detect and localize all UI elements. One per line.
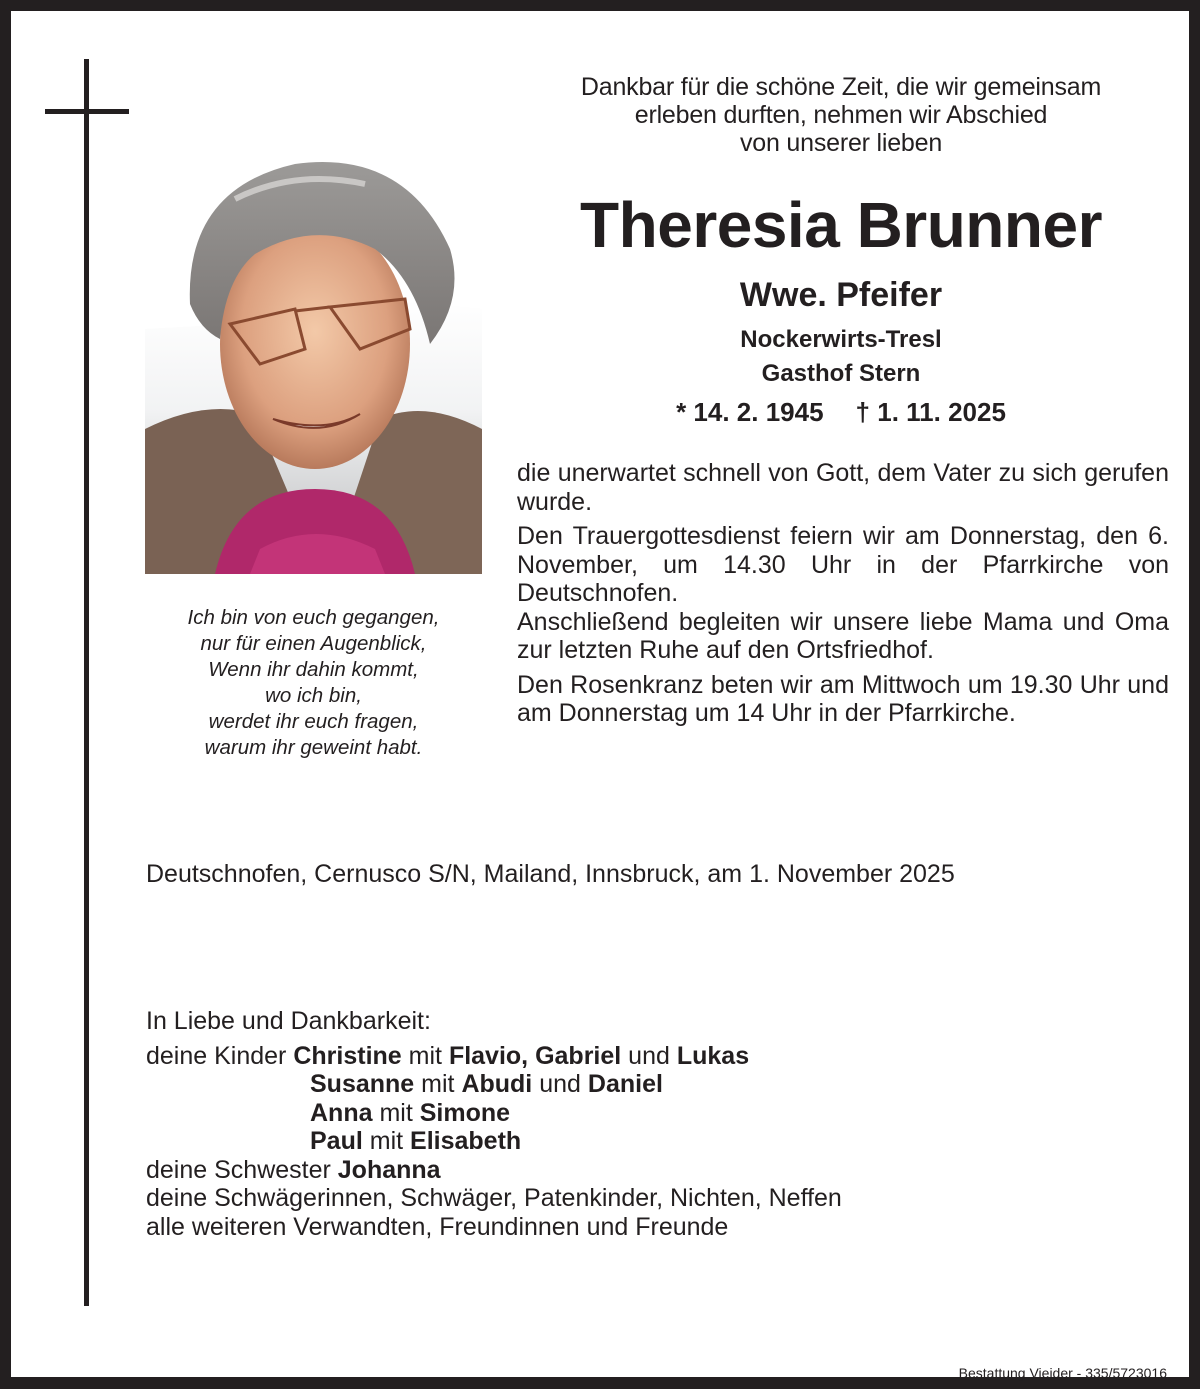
sister-name: Johanna [337,1155,441,1184]
funeral-home-credit: Bestattung Vieider - 335/5723016 [958,1365,1167,1381]
mourner-row-sister [146,1156,1046,1185]
mourner-row-child [146,1127,1046,1156]
intro-text [531,73,1151,157]
poem-line: Wenn ihr dahin kommt, [208,658,419,681]
child-name: Anna [310,1098,373,1127]
child-name: Christine [293,1041,402,1070]
partner-name: Daniel [587,1070,663,1098]
partner-name: Simone [419,1098,511,1127]
obituary-page [11,11,1189,1381]
connector-text: mit [408,1041,442,1070]
partner-name: Lukas [676,1041,750,1070]
mourner-row-child [146,1099,1046,1128]
deceased-name: Theresia Brunner [580,189,1102,261]
connector-text: und [539,1070,581,1098]
burial-paragraph: Anschließend begleiten wir unsere liebe Mama und Oma zur letzten Ruhe auf den Ortsfriedhof. [517,607,1169,664]
intro-line: von unserer lieben [739,129,943,157]
birth-date: * 14. 2. 1945 [676,397,824,427]
partner-name: Elisabeth [410,1127,522,1155]
death-date: † 1. 11. 2025 [855,397,1006,427]
nickname-block [531,323,1151,391]
cross-icon-vertical-bar [84,59,89,1306]
cross-icon-horizontal-bar [45,109,129,114]
child-name: Paul [310,1127,363,1155]
nickname: Nockerwirts-Tresl [740,326,942,353]
partner-names: Flavio, Gabriel [448,1041,622,1070]
widow-of: Wwe. Pfeifer [739,276,943,314]
place-and-date: Deutschnofen, Cernusco S/N, Mailand, Innsbruck, am 1. November 2025 [146,860,955,888]
rosary-paragraph: Den Rosenkranz beten wir am Mittwoch um 19.30 Uhr und am Donnerstag um 14 Uhr in der Pfarrkirche. [517,670,1169,727]
child-name: Susanne [310,1070,415,1098]
portrait-image [145,129,482,574]
partner-name: Abudi [461,1070,533,1098]
children-label: deine Kinder [146,1041,287,1070]
connector-text: mit [421,1070,455,1098]
intro-line: erleben durften, nehmen wir Abschied [634,101,1048,129]
mourner-row-child [146,1070,1046,1099]
poem [145,605,482,761]
poem-line: warum ihr geweint habt. [204,736,423,759]
connector-text: mit [369,1127,404,1155]
connector-text: und [628,1041,670,1070]
mourners-heading: In Liebe und Dankbarkeit: [146,1007,431,1035]
poem-line: wo ich bin, [265,684,362,707]
poem-line: werdet ihr euch fragen, [208,710,419,733]
life-dates [531,395,1151,429]
passing-paragraph: die unerwartet schnell von Gott, dem Vater zu sich gerufen wurde. [517,459,1169,516]
mourner-row-children [146,1042,1046,1071]
funeral-service-paragraph: Den Trauergottesdienst feiern wir am Donnerstag, den 6. November, um 14.30 Uhr in der Pfarrkirche von Deutschnofen. [517,522,1169,607]
intro-line: Dankbar für die schöne Zeit, die wir gemeinsam [580,73,1102,101]
announcement-text [517,459,1169,734]
poem-line: Ich bin von euch gegangen, [187,606,440,629]
connector-text: mit [379,1098,413,1127]
inn-name: Gasthof Stern [761,360,921,387]
poem-line: nur für einen Augenblick, [200,632,427,655]
portrait-photo [145,129,482,574]
mourner-row-others: alle weiteren Verwandten, Freundinnen und Freunde [146,1212,729,1241]
sister-label: deine Schwester [146,1155,331,1184]
mourner-row-inlaws: deine Schwägerinnen, Schwäger, Patenkinder, Nichten, Neffen [146,1184,842,1212]
mourners-list [146,1007,1046,1241]
